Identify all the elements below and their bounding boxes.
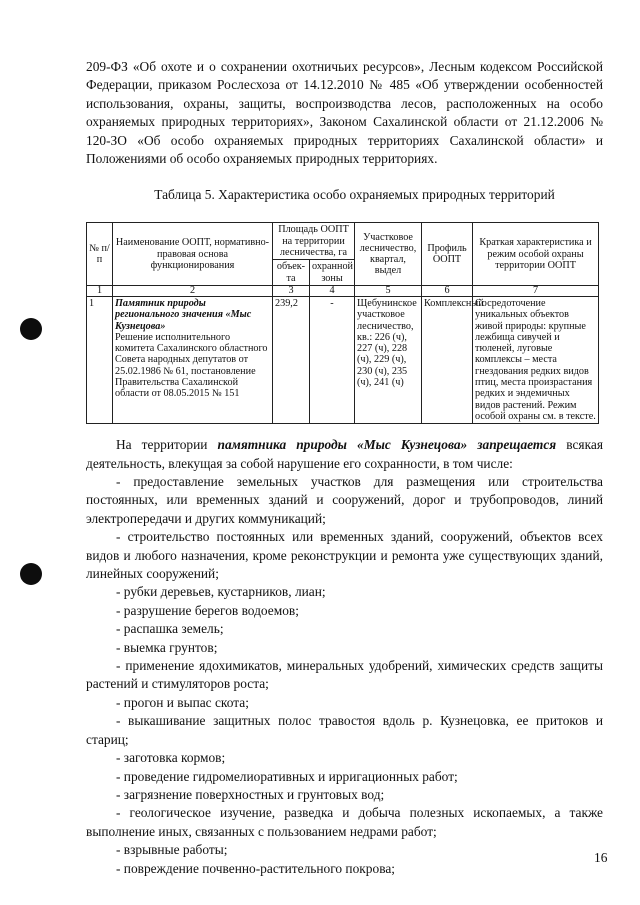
header-description: Краткая характеристика и режим особой охраны территории ООПТ: [473, 223, 599, 285]
page-number: 16: [594, 850, 608, 865]
punch-hole-bottom: [20, 563, 42, 585]
column-number: 5: [355, 285, 422, 296]
table-column-numbers-row: [87, 285, 599, 296]
header-area-object: объек-та: [273, 260, 310, 286]
punch-hole-top: [20, 318, 42, 340]
cell-name: [113, 296, 273, 423]
list-item: - строительство постоянных или временных зданий, сооружений, объектов всех видов и любого назначения, кроме реконструкции и ремонта уже существующих зданий, линейных сооружений;: [86, 529, 603, 582]
column-number: 2: [113, 285, 273, 296]
list-item: - распашка земель;: [116, 621, 224, 637]
oopt-legal-basis: Решение исполнительного комитета Сахалинского областного Совета народных депутатов от 25.02.1986 № 61, постановление Правительства Сахалинской области от 08.05.2015 № 151: [115, 331, 268, 400]
oopt-name-title: Памятник природы регионального значения «Мыс Кузнецова»: [115, 297, 252, 332]
ban-intro-bold: памятника природы «Мыс Кузнецова» запрещается: [217, 437, 557, 453]
cell-area-zone: -: [310, 296, 355, 423]
list-item: - выкашивание защитных полос травостоя вдоль р. Кузнецовка, ее притоков и стариц;: [86, 713, 603, 747]
list-item: - применение ядохимикатов, минеральных удобрений, химических средств защиты растений и стимуляторов роста;: [86, 658, 603, 692]
table-row: [87, 296, 599, 423]
list-item: - выемка грунтов;: [116, 639, 218, 655]
column-number: 7: [473, 285, 599, 296]
list-item: - загрязнение поверхностных и грунтовых вод;: [116, 786, 385, 802]
list-item: - разрушение берегов водоемов;: [116, 602, 299, 618]
document-page: [86, 58, 603, 878]
intro-paragraph: 209-ФЗ «Об охоте и о сохранении охотничьих ресурсов», Лесным кодексом Российской Федерации, приказом Рослесхоза от 14.12.2010 № 485 «Об утверждении особенностей использования, охраны, защиты, воспроизводства лесов, расположенных на особо охраняемых природных территориях», Законом Сахалинской области от 21.12.2006 № 120-ЗО «Об особо охраняемых природных территориях Сахалинской области» и Положениями об особо охраняемых природных территориях.: [86, 59, 603, 167]
header-profile: Профиль ООПТ: [422, 223, 473, 285]
header-num: № п/п: [87, 223, 113, 285]
header-area: Площадь ООПТ на территории лесничества, га: [273, 223, 355, 260]
list-item: - рубки деревьев, кустарников, лиан;: [116, 584, 326, 600]
ban-intro-rest: всякая деятельность, влекущая за собой нарушение его сохранности, в том числе:: [86, 437, 603, 471]
header-name: Наименование ООПТ, нормативно-правовая основа функционирования: [113, 223, 273, 285]
table-header-row: [87, 223, 599, 260]
list-item: - прогон и выпас скота;: [116, 694, 249, 710]
list-item: - проведение гидромелиоративных и ирригационных работ;: [116, 768, 458, 784]
column-number: 1: [87, 285, 113, 296]
header-area-zone: охранной зоны: [310, 260, 355, 286]
list-item: - заготовка кормов;: [116, 750, 226, 766]
list-item: - предоставление земельных участков для размещения или строительства постоянных, или временных зданий и сооружений, дорог и трубопроводов, линий электропередачи и других коммуникаций;: [86, 474, 603, 526]
list-item: - геологическое изучение, разведка и добыча полезных ископаемых, а также выполнение иных, связанных с пользованием недрами работ;: [86, 805, 603, 839]
header-location: Участковое лесничество, квартал, выдел: [355, 223, 422, 285]
column-number: 3: [273, 285, 310, 296]
cell-profile: Комплексный: [422, 296, 473, 423]
ban-intro-paragraph: [86, 436, 603, 473]
cell-num: 1: [87, 296, 113, 423]
cell-description: Сосредоточение уникальных объектов живой природы: крупные лежбища сивучей и тюленей, луговые комплексы – места гнездования редких видов птиц, места произрастания редких и эндемичных видов растений. Режим особой охраны см. в тексте.: [473, 296, 599, 423]
ban-section: [86, 436, 603, 878]
cell-location: Щебунинское участковое лесничество, кв.: 226 (ч), 227 (ч), 228 (ч), 229 (ч), 230 (ч), 235 (ч), 241 (ч): [355, 296, 422, 423]
column-number: 6: [422, 285, 473, 296]
table-caption: Таблица 5. Характеристика особо охраняемых природных территорий: [154, 187, 555, 203]
oopt-table: [86, 222, 599, 424]
cell-area-object: 239,2: [273, 296, 310, 423]
column-number: 4: [310, 285, 355, 296]
list-item: - взрывные работы;: [116, 842, 228, 858]
ban-intro-lead: На территории: [116, 437, 218, 453]
list-item: - повреждение почвенно-растительного покрова;: [116, 860, 395, 876]
